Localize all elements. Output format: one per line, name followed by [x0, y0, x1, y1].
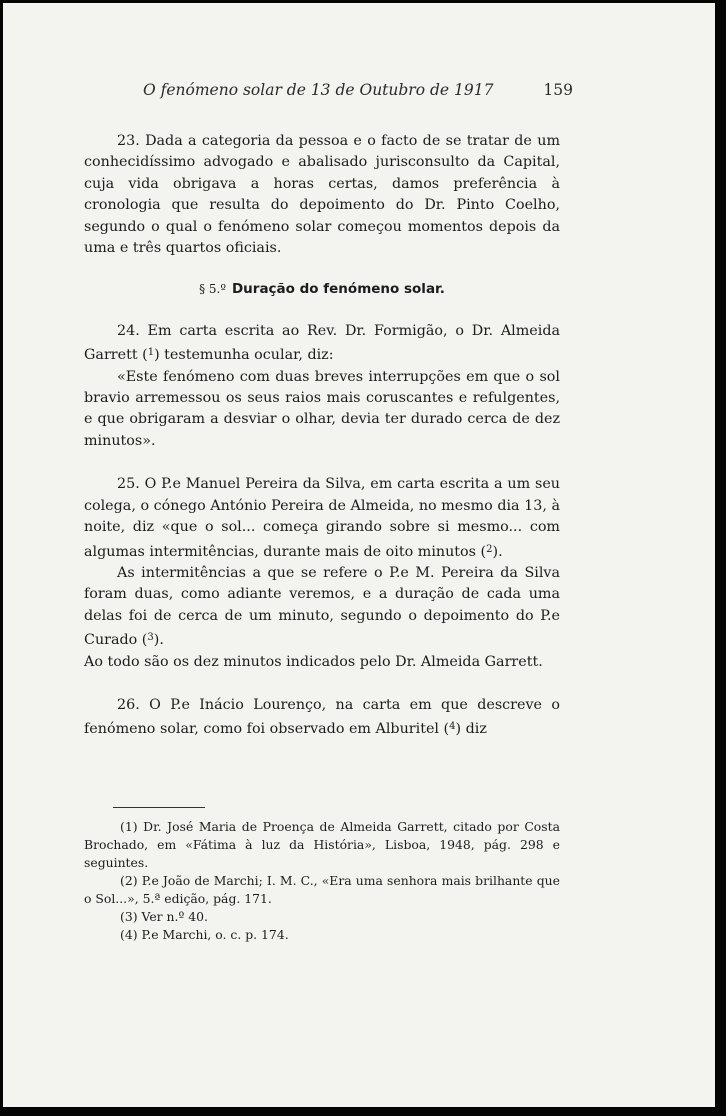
section-number: § 5.º — [199, 282, 226, 297]
footnote-1: (1) Dr. José Maria de Proença de Almeida Garrett, citado por Costa Brochado, em «Fátima à luz da História», Lisboa, 1948, pág. 298 e seguintes. — [84, 819, 560, 870]
footnote-2: (2) P.e João de Marchi; I. M. C., «Era uma senhora mais brilhante que o Sol...», 5.ª edição, pág. 171. — [84, 873, 560, 906]
footnote-ref: 2 — [486, 543, 493, 555]
paragraph-24-quote: «Este fenómeno com duas breves interrupções em que o sol bravio arremessou os seus raios mais coruscantes e refulgentes, e que obrigaram a desviar o olhar, devia ter durado cerca de dez minutos». — [84, 368, 560, 449]
paragraph-24: 24. Em carta escrita ao Rev. Dr. Formigão, o Dr. Almeida Garrett ($^1$) testemunha ocular, diz: — [84, 322, 560, 364]
paragraph-25-continued: As intermitências a que se refere o P.e M. Pereira da Silva foram duas, como adiante veremos, e a duração de cada uma delas foi de cerca de um minuto, segundo o depoimento do P.e Curado ($^3$). — [84, 564, 560, 649]
footnote-ref: 4 — [449, 721, 456, 733]
main-text — [84, 131, 560, 741]
paragraph-25-conclusion: Ao todo são os dez minutos indicados pelo Dr. Almeida Garrett. — [84, 653, 543, 670]
paragraph-25: 25. O P.e Manuel Pereira da Silva, em carta escrita a um seu colega, o cónego António Pereira de Almeida, no mesmo dia 13, à noite, diz «que o sol... começa girando sobre si mesmo... com algumas intermitências, durante mais de oito minutos ($^2$). — [84, 476, 560, 560]
footnote-ref: 3 — [147, 632, 154, 644]
section-heading — [84, 279, 560, 300]
paragraph-23: 23. Dada a categoria da pessoa e o facto de se tratar de um conhecidíssimo advogado e abalisado jurisconsulto da Capital, cuja vida obrigava a horas certas, damos preferência à cronologia que resulta do depoimento do Dr. Pinto Coelho, segundo o qual o fenómeno solar começou momentos depois da uma e três quartos oficiais. — [84, 133, 560, 257]
page-number: 159 — [543, 81, 573, 99]
footnotes — [84, 818, 560, 944]
book-page — [3, 3, 715, 1107]
paragraph-26: 26. O P.e Inácio Lourenço, na carta em que descreve o fenómeno solar, como foi observado em Alburitel ($^4$) diz — [84, 696, 560, 738]
running-header — [143, 81, 573, 99]
footnote-divider — [113, 807, 205, 808]
footnote-4: (4) P.e Marchi, o. c. p. 174. — [120, 927, 289, 942]
running-title: O fenómeno solar de 13 de Outubro de 1917 — [143, 81, 494, 99]
footnote-ref: 1 — [147, 347, 155, 359]
footnote-3: (3) Ver n.º 40. — [120, 909, 208, 924]
section-title: Duração do fenómeno solar. — [231, 281, 445, 298]
